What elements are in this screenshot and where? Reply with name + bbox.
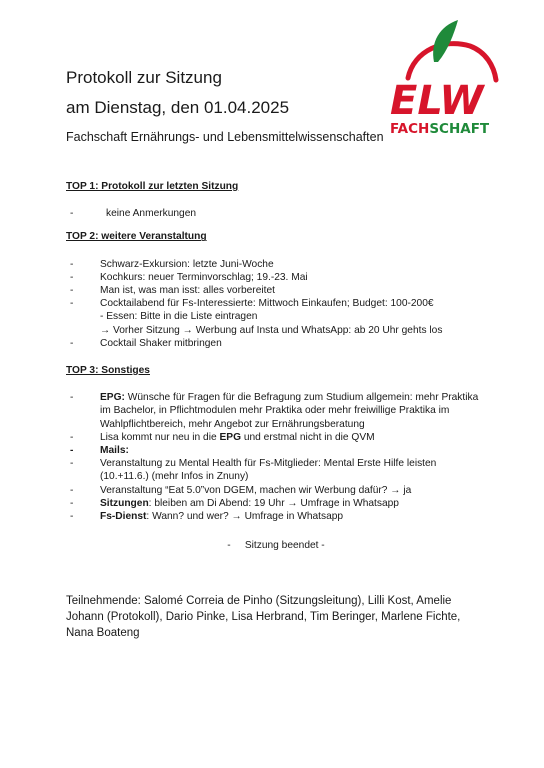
subtitle: Fachschaft Ernährungs- und Lebensmittelwissenschaften [66,130,384,144]
top1-heading: TOP 1: Protokoll zur letzten Sitzung [66,181,239,192]
participants: Teilnehmende: Salomé Correia de Pinho (Sitzungsleitung), Lilli Kost, Amelie Johann (Protokoll), Dario Pinke, Lisa Herbrand, Tim Beringer, Marlene Fichte, Nana Boateng [66,595,461,639]
list-item: - Cocktail Shaker mitbringen [66,337,486,350]
list-item: - Lisa kommt nur neu in die EPG und erstmal nicht in die QVM [66,431,486,444]
minutes-content [66,180,486,552]
list-item: - Veranstaltung “Eat 5.0”von DGEM, machen wir Werbung dafür? → ja [66,484,486,497]
list-item: - Kochkurs: neuer Terminvorschlag; 19.-23. Mai [66,271,486,284]
list-item: - Mails: [66,444,486,457]
logo-sub-text: FACHSCHAFT [390,121,490,137]
list-item: - EPG: Wünsche für Fragen für die Befragung zum Studium allgemein: mehr Praktika im Bachelor, in Pflichtmodulen mehr Praktika oder mehr freiwillige Praktika im Wahlpflichtbereich, mehr Angebot zur Ernährungsberatung [66,391,486,431]
title-line-2: am Dienstag, den 01.04.2025 [66,98,290,117]
list-item: - Cocktailabend für Fs-Interessierte: Mittwoch Einkaufen; Budget: 100-200€ - Essen: Bitte in die Liste eintragen → Vorher Sitzung → Werbung auf Insta und WhatsApp: ab 20 Uhr gehts los [66,297,486,337]
logo-main-text: ELW [390,78,484,124]
top2-heading: TOP 2: weitere Veranstaltung [66,231,207,243]
top2-list [66,258,486,350]
list-item: - keine Anmerkungen [66,207,486,220]
top1-list [66,207,486,220]
sub-item: - Essen: Bitte in die Liste eintragen [100,311,258,323]
top3-heading: TOP 3: Sonstiges [66,365,150,377]
list-item: - Veranstaltung zu Mental Health für Fs-Mitglieder: Mental Erste Hilfe leisten (10.+11.6.) (mehr Infos in Znuny) [66,457,486,483]
list-item: - Fs-Dienst: Wann? und wer? → Umfrage in Whatsapp [66,510,486,523]
list-item: - Sitzungen: bleiben am Di Abend: 19 Uhr → Umfrage in Whatsapp [66,497,486,510]
title-line-1: Protokoll zur Sitzung [66,68,222,87]
list-item: - Schwarz-Exkursion: letzte Juni-Woche [66,258,486,271]
top3-list [66,391,486,523]
sub-item: → Vorher Sitzung → Werbung auf Insta und WhatsApp: ab 20 Uhr gehts los [100,324,443,336]
elw-fachschaft-logo [388,20,500,138]
meeting-end-note: - Sitzung beendet - [227,540,325,552]
list-item: - Man ist, was man isst: alles vorbereitet [66,284,486,297]
